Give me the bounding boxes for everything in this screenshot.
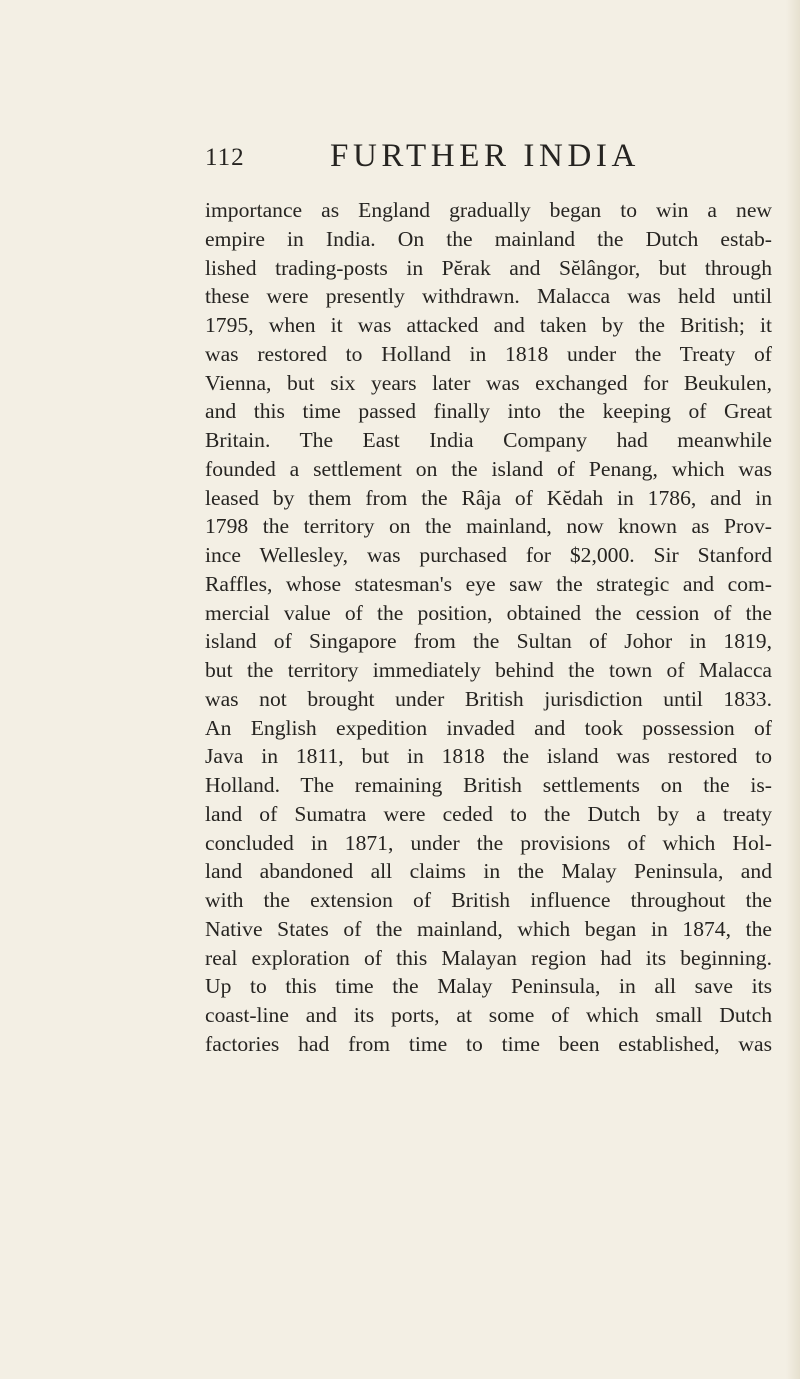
page-edge-shadow — [786, 0, 800, 1379]
text-line: lished trading-posts in Pĕrak and Sĕlângor, but through — [205, 255, 772, 280]
text-line: but the territory immediately behind the town of Malacca — [205, 658, 772, 682]
text-line: founded a settlement on the island of Penang, which was — [205, 456, 772, 481]
text-line: coast-line and its ports, at some of which small Dutch — [205, 1003, 772, 1027]
text-line: Vienna, but six years later was exchanged for Beukulen, — [205, 370, 772, 395]
text-line: land abandoned all claims in the Malay Peninsula, and — [205, 859, 772, 884]
text-line: Up to this time the Malay Peninsula, in all save its — [205, 974, 772, 999]
text-line: these were presently withdrawn. Malacca was held until — [205, 284, 772, 309]
text-line: island of Singapore from the Sultan of Johor in 1819, — [205, 629, 772, 654]
text-line: 1795, when it was attacked and taken by the British; it — [205, 313, 772, 337]
text-line: Native States of the mainland, which began in 1874, the — [205, 916, 772, 941]
text-line: with the extension of British influence throughout the — [205, 888, 772, 912]
text-line: importance as England gradually began to win a new — [205, 198, 772, 222]
page-header — [0, 138, 800, 178]
text-line: leased by them from the Râja of Kĕdah in 1786, and in — [205, 485, 772, 510]
text-line: Holland. The remaining British settlements on the is- — [205, 773, 772, 797]
text-line: Britain. The East India Company had meanwhile — [205, 428, 772, 452]
body-text — [205, 196, 772, 1059]
text-line: was not brought under British jurisdiction until 1833. — [205, 686, 772, 711]
text-line: and this time passed finally into the keeping of Great — [205, 399, 772, 424]
text-line: ince Wellesley, was purchased for $2,000. Sir Stanford — [205, 543, 772, 567]
running-title: FURTHER INDIA — [330, 138, 640, 174]
text-line: was restored to Holland in 1818 under the Treaty of — [205, 341, 772, 366]
text-line: Raffles, whose statesman's eye saw the strategic and com- — [205, 571, 772, 596]
text-line: land of Sumatra were ceded to the Dutch by a treaty — [205, 801, 772, 826]
text-line: factories had from time to time been established, was — [205, 1031, 772, 1056]
text-line: An English expedition invaded and took possession of — [205, 715, 772, 740]
text-line: empire in India. On the mainland the Dutch estab- — [205, 226, 772, 251]
page-number: 112 — [205, 144, 245, 171]
text-line: Java in 1811, but in 1818 the island was restored to — [205, 744, 772, 769]
text-line: concluded in 1871, under the provisions of which Hol- — [205, 830, 772, 855]
text-line: real exploration of this Malayan region had its beginning. — [205, 945, 772, 970]
text-line: 1798 the territory on the mainland, now known as Prov- — [205, 514, 772, 539]
text-line: mercial value of the position, obtained the cession of the — [205, 600, 772, 625]
